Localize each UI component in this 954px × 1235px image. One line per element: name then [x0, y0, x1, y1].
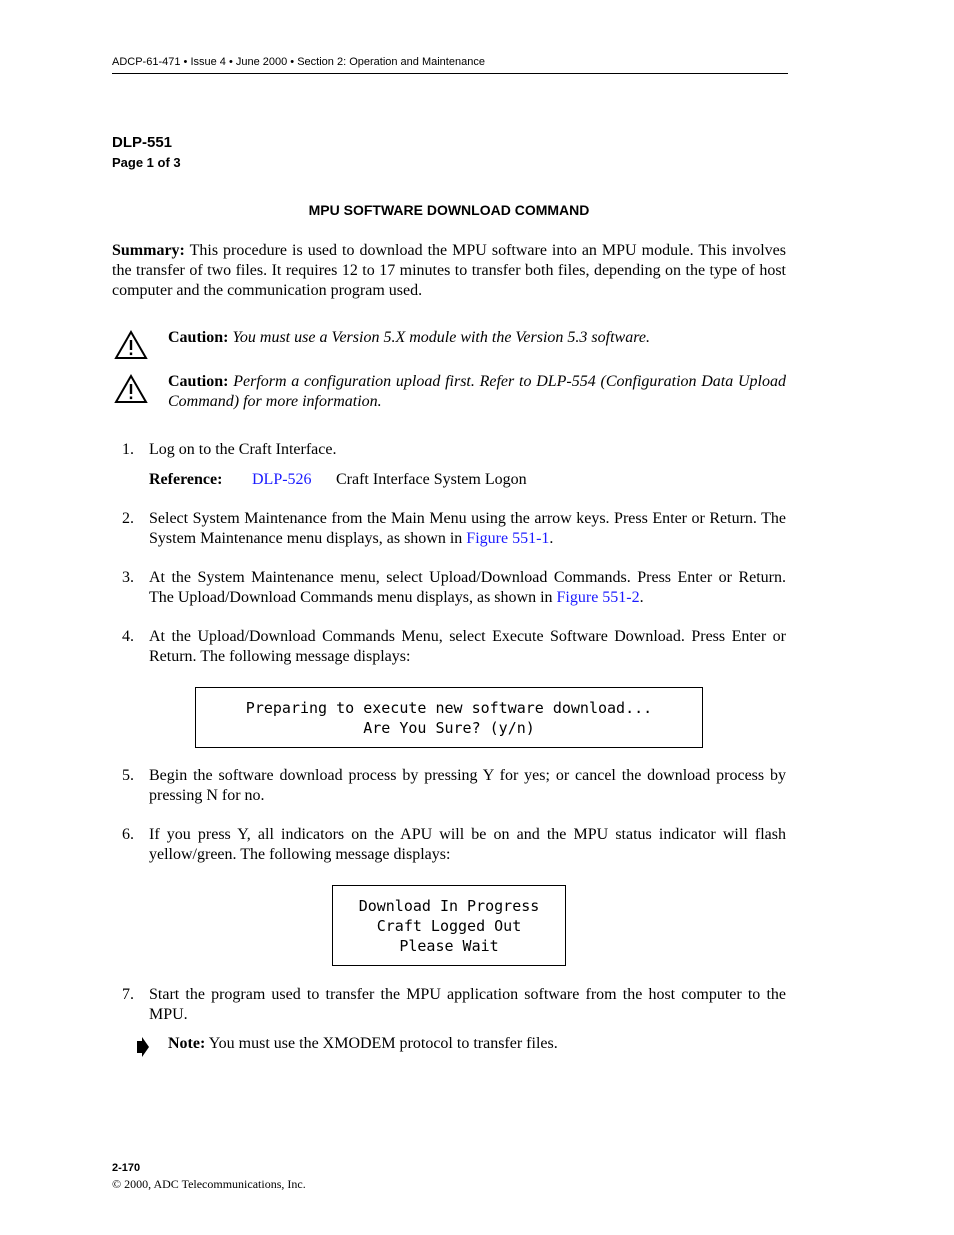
- step-text: Log on to the Craft Interface.: [149, 441, 337, 458]
- caution-label: Caution:: [168, 373, 229, 390]
- page-header: ADCP-61-471 • Issue 4 • June 2000 • Section 2: Operation and Maintenance: [112, 56, 485, 68]
- reference-title: Craft Interface System Logon: [336, 471, 527, 488]
- step-text-part: .: [549, 530, 554, 547]
- reference-link[interactable]: DLP-526: [252, 471, 312, 488]
- step-number: 7.: [122, 986, 134, 1003]
- note-label: Note:: [168, 1035, 206, 1052]
- step-number: 4.: [122, 628, 134, 645]
- message-box: Preparing to execute new software download... Are You Sure? (y/n): [195, 687, 703, 748]
- summary-paragraph: [112, 241, 786, 301]
- warning-triangle-icon: [114, 374, 148, 404]
- caution-block: [112, 328, 786, 358]
- figure-link[interactable]: Figure 551-2: [556, 589, 640, 606]
- step-text-part: Select System Maintenance from the Main Menu using the arrow keys. Press Enter or Return. The System Maintenance menu displays, as shown in: [149, 510, 786, 547]
- copyright: © 2000, ADC Telecommunications, Inc.: [112, 1177, 306, 1191]
- figure-link[interactable]: Figure 551-1: [466, 530, 550, 547]
- summary-label: Summary:: [112, 242, 185, 259]
- caution-block: [112, 372, 786, 416]
- dlp-page-count: Page 1 of 3: [112, 155, 181, 170]
- step-text-part: At the System Maintenance menu, select Upload/Download Commands. Press Enter or Return. The Upload/Download Commands menu displays, as shown in: [149, 569, 786, 606]
- step-text: [149, 509, 786, 549]
- caution-text: Perform a configuration upload first. Refer to DLP-554 (Configuration Data Upload Command) for more information.: [168, 373, 787, 410]
- step-number: 3.: [122, 569, 134, 586]
- header-rule: [112, 73, 788, 74]
- reference-line: [149, 470, 649, 490]
- step-number: 6.: [122, 826, 134, 843]
- step-text: If you press Y, all indicators on the APU will be on and the MPU status indicator will flash yellow/green. The following message displays:: [149, 826, 786, 863]
- note-arrow-icon: [136, 1037, 150, 1057]
- note-text: You must use the XMODEM protocol to transfer files.: [205, 1035, 558, 1052]
- step-text: Begin the software download process by pressing Y for yes; or cancel the download process by pressing N for no.: [149, 767, 786, 804]
- step-number: 5.: [122, 767, 134, 784]
- message-box: Download In Progress Craft Logged Out Please Wait: [332, 885, 566, 966]
- dlp-title: DLP-551: [112, 134, 173, 151]
- reference-label: Reference:: [149, 471, 223, 488]
- step-text-part: .: [639, 589, 644, 606]
- page-number: 2-170: [112, 1162, 141, 1174]
- step-text: Start the program used to transfer the MPU application software from the host computer to the MPU.: [149, 986, 786, 1023]
- step-number: 2.: [122, 510, 134, 527]
- step-text: At the Upload/Download Commands Menu, select Execute Software Download. Press Enter or Return. The following message displays:: [149, 628, 786, 665]
- warning-triangle-icon: [114, 330, 148, 360]
- caution-label: Caution:: [168, 329, 229, 346]
- section-title: MPU SOFTWARE DOWNLOAD COMMAND: [308, 202, 590, 218]
- caution-text: You must use a Version 5.X module with the Version 5.3 software.: [232, 329, 650, 346]
- step-number: 1.: [122, 441, 134, 458]
- summary-text: This procedure is used to download the MPU software into an MPU module. This involves the transfer of two files. It requires 12 to 17 minutes to transfer both files, depending on the type of host computer and the communication program used.: [112, 242, 786, 299]
- step-text: [149, 568, 786, 608]
